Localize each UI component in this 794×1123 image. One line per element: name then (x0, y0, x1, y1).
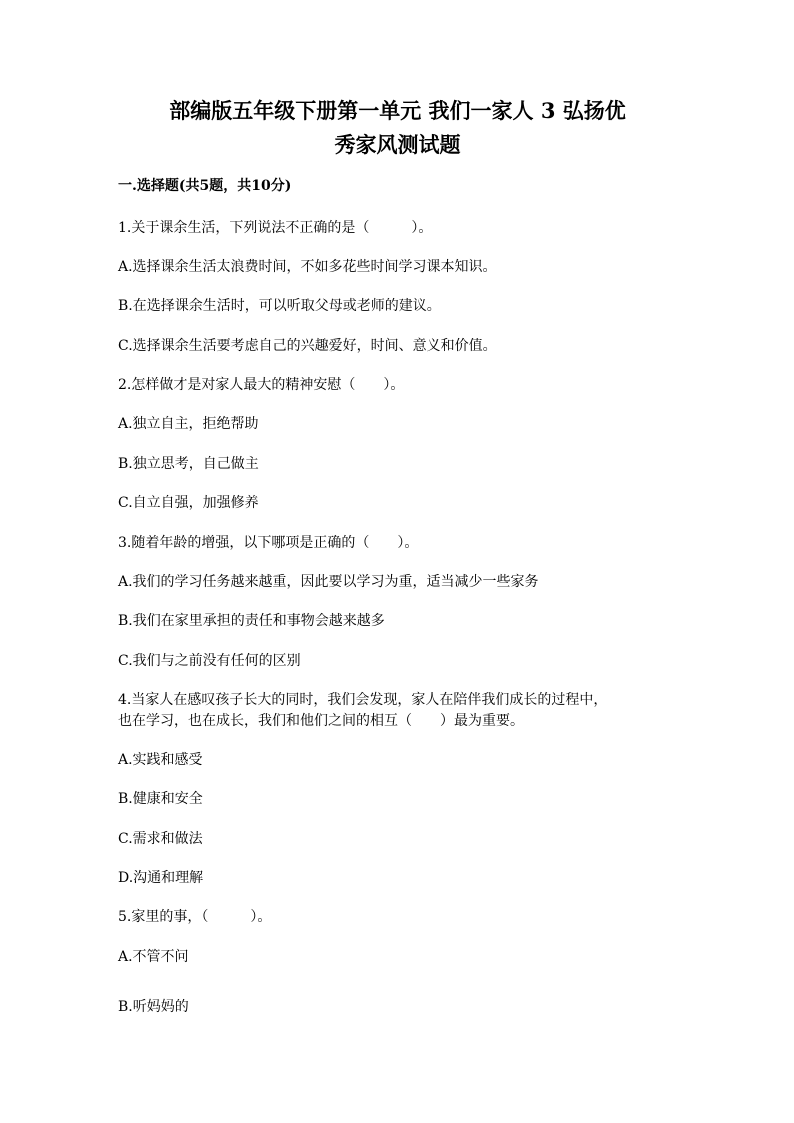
document-title-line-2: 秀家风测试题 (334, 132, 461, 157)
question-3-stem: 3.随着年龄的增强，以下哪项是正确的（ ）。 (118, 535, 419, 551)
section-heading: 一.选择题(共5题，共10分) (118, 178, 292, 194)
question-5-option-a: A.不管不问 (118, 949, 189, 965)
question-2-option-a: A.独立自主，拒绝帮助 (118, 416, 259, 432)
question-5-stem: 5.家里的事，（ ）。 (118, 909, 272, 925)
question-2-stem: 2.怎样做才是对家人最大的精神安慰（ ）。 (118, 377, 405, 393)
question-4-stem-line-2: 也在学习，也在成长，我们和他们之间的相互（ ）最为重要。 (118, 713, 524, 729)
question-5-option-b: B.听妈妈的 (118, 999, 189, 1015)
question-2-option-b: B.独立思考，自己做主 (118, 456, 259, 472)
question-1-option-a: A.选择课余生活太浪费时间，不如多花些时间学习课本知识。 (118, 259, 497, 275)
question-1-option-c: C.选择课余生活要考虑自己的兴趣爱好，时间、意义和价值。 (118, 338, 497, 354)
question-3-option-a: A.我们的学习任务越来越重，因此要以学习为重，适当减少一些家务 (118, 574, 539, 590)
question-4-stem-line-1: 4.当家人在感叹孩子长大的同时，我们会发现，家人在陪伴我们成长的过程中， (118, 692, 608, 708)
question-4-option-a: A.实践和感受 (118, 752, 203, 768)
question-2-option-c: C.自立自强，加强修养 (118, 495, 259, 511)
question-1-option-b: B.在选择课余生活时，可以听取父母或老师的建议。 (118, 298, 441, 314)
question-4-option-d: D.沟通和理解 (118, 870, 204, 886)
question-3-option-c: C.我们与之前没有任何的区别 (118, 653, 301, 669)
question-4-option-b: B.健康和安全 (118, 791, 203, 807)
document-title-line-1: 部编版五年级下册第一单元 我们一家人 3 弘扬优 (169, 98, 626, 123)
question-3-option-b: B.我们在家里承担的责任和事物会越来越多 (118, 613, 385, 629)
question-4-option-c: C.需求和做法 (118, 831, 203, 847)
question-1-stem: 1.关于课余生活，下列说法不正确的是（ ）。 (118, 220, 433, 236)
